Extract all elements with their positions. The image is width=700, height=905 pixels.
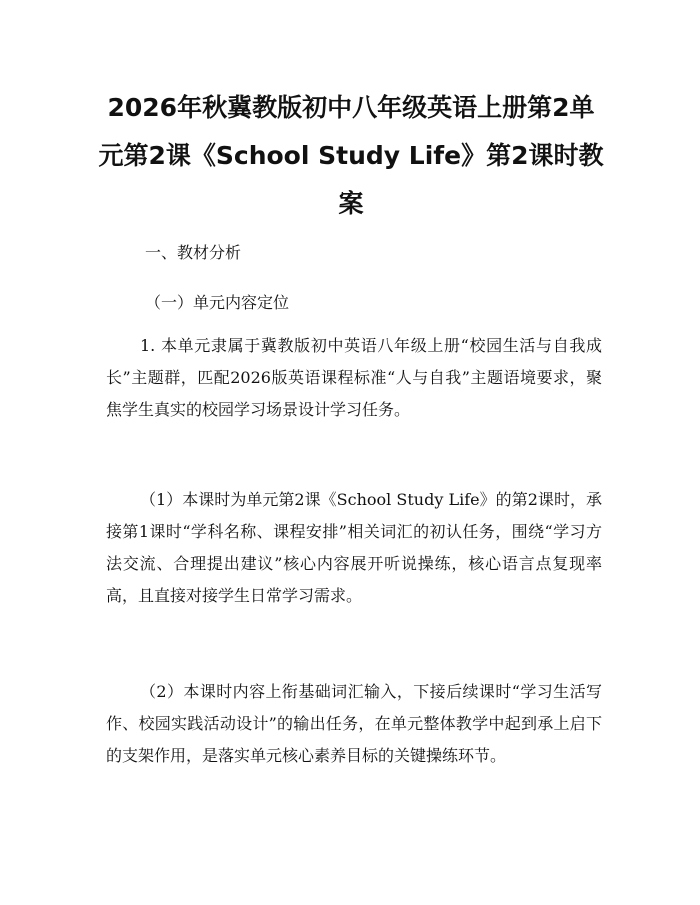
subsection-heading: （一）单元内容定位 bbox=[145, 293, 290, 312]
document-title: 2026年秋冀教版初中八年级英语上册第2单元第2课《School Study Life》第2课时教案 bbox=[98, 93, 604, 218]
paragraph-lesson-role: （2）本课时内容上衔基础词汇输入，下接后续课时“学习生活写作、校园实践活动设计”的输出任务，在单元整体教学中起到承上启下的支架作用，是落实单元核心素养目标的关键操练环节。 bbox=[106, 682, 602, 765]
section-heading: 一、教材分析 bbox=[145, 243, 242, 262]
paragraph-unit-overview: 1. 本单元隶属于冀教版初中英语八年级上册“校园生活与自我成长”主题群，匹配2026版英语课程标准“人与自我”主题语境要求，聚焦学生真实的校园学习场景设计学习任务。 bbox=[106, 336, 602, 419]
paragraph-lesson-position: （1）本课时为单元第2课《School Study Life》的第2课时，承接第1课时“学科名称、课程安排”相关词汇的初认任务，围绕“学习方法交流、合理提出建议”核心内容展开听说操练，核心语言点复现率高，且直接对接学生日常学习需求。 bbox=[106, 490, 602, 605]
